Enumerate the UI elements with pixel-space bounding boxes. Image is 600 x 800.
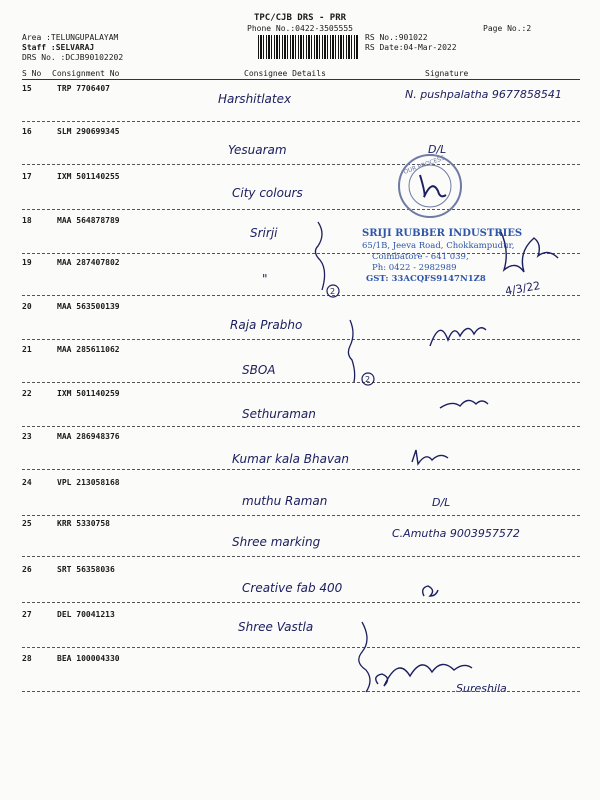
drs-value: DCJB90102202 (65, 53, 124, 62)
row-consignment: MAA 563500139 (57, 302, 120, 311)
bracket-mark-1: 2 (330, 287, 336, 296)
staff-label: Staff : (22, 43, 56, 52)
row-signature: Sureshila (456, 682, 507, 695)
row-sno: 19 (22, 258, 32, 267)
drs-label: DRS No. : (22, 53, 66, 62)
row-consignee: Sethuraman (242, 407, 316, 421)
row-consignee: SBOA (242, 363, 276, 377)
page-number: Page No.:2 (483, 24, 532, 33)
row-signature: D/L (428, 143, 447, 156)
row-sno: 20 (22, 302, 32, 311)
row-consignment: SRT 56358036 (57, 565, 115, 574)
row-consignee: muthu Raman (242, 494, 328, 508)
signature-row-23 (412, 450, 448, 464)
row-consignee: " (262, 272, 268, 286)
col-sno: S No (22, 69, 42, 78)
bracket-18-19 (315, 222, 339, 297)
row-consignee: Srirji (250, 226, 278, 240)
row-sno: 24 (22, 478, 32, 487)
circle-stamp (399, 154, 461, 217)
staff-value: SELVARAJ (55, 43, 95, 52)
stamp-date-note: 4/3/22 (504, 279, 542, 298)
row-consignee: Creative fab 400 (242, 581, 343, 595)
area-label: Area : (22, 33, 51, 42)
row-consignee: Shree marking (232, 535, 321, 549)
signature-row-28 (376, 664, 472, 686)
row-sno: 17 (22, 172, 32, 181)
row-consignment: DEL 70041213 (57, 610, 115, 619)
row-sno: 16 (22, 127, 32, 136)
signature-row-26 (423, 586, 438, 596)
row-consignee: Yesuaram (228, 143, 287, 157)
bracket-27-28 (359, 622, 370, 692)
row-consignment: MAA 287407802 (57, 258, 120, 267)
row-consignee: Harshitlatex (218, 92, 292, 106)
row-consignment: IXM 501140255 (57, 172, 120, 181)
row-sno: 22 (22, 389, 32, 398)
stamp-company: SRIJI RUBBER INDUSTRIES (362, 228, 523, 239)
company-stamp (356, 226, 538, 284)
stamp-address1: 65/1B, Jeeva Road, Chokkampudur, (362, 241, 515, 251)
row-sno: 27 (22, 610, 32, 619)
rs-number: RS No.:901022 (365, 33, 428, 42)
bracket-20-21 (348, 320, 374, 385)
row-consignment: MAA 286948376 (57, 432, 120, 441)
stamp-gst: GST: 33ACQFS9147N1Z8 (366, 274, 486, 284)
bracket-mark-2: 2 (365, 375, 371, 384)
document-title: TPC/CJB DRS - PRR (253, 13, 347, 23)
row-consignment: IXM 501140259 (57, 389, 120, 398)
row-sno: 25 (22, 519, 32, 528)
phone-number: Phone No.:0422-3505555 (247, 24, 353, 33)
signature-row-20 (430, 328, 486, 346)
row-signature: C.Amutha 9003957572 (392, 527, 520, 540)
row-consignment: KRR 5330758 (57, 519, 110, 528)
row-sno: 18 (22, 216, 32, 225)
row-sno: 26 (22, 565, 32, 574)
stamp-address2: Coimbatore - 641 039, (372, 252, 469, 262)
row-sno: 28 (22, 654, 32, 663)
row-sno: 23 (22, 432, 32, 441)
row-sno: 21 (22, 345, 32, 354)
row-consignment: MAA 564878789 (57, 216, 120, 225)
row-consignment: BEA 100004330 (57, 654, 120, 663)
col-signature: Signature (425, 69, 469, 78)
col-consignee: Consignee Details (244, 69, 326, 78)
row-consignee: City colours (232, 186, 303, 200)
row-signature: D/L (432, 496, 451, 509)
rs-date: RS Date:04-Mar-2022 (365, 43, 457, 52)
signature-row-22 (440, 400, 488, 408)
row-consignment: TRP 7706407 (57, 84, 110, 93)
row-sno: 15 (22, 84, 32, 93)
circle-stamp-text: OUR PROCESS (402, 154, 446, 176)
row-consignment: SLM 290699345 (57, 127, 120, 136)
col-consignment: Consignment No (52, 69, 120, 78)
stamp-phone: Ph: 0422 - 2982989 (372, 263, 457, 273)
row-consignee: Kumar kala Bhavan (232, 452, 349, 466)
area-value: TELUNGUPALAYAM (50, 33, 119, 42)
row-consignment: VPL 213058168 (57, 478, 120, 487)
row-consignment: MAA 285611062 (57, 345, 120, 354)
row-consignee: Raja Prabho (230, 318, 303, 332)
row-consignee: Shree Vastla (238, 620, 314, 634)
row-signature: N. pushpalatha 9677858541 (405, 88, 562, 101)
